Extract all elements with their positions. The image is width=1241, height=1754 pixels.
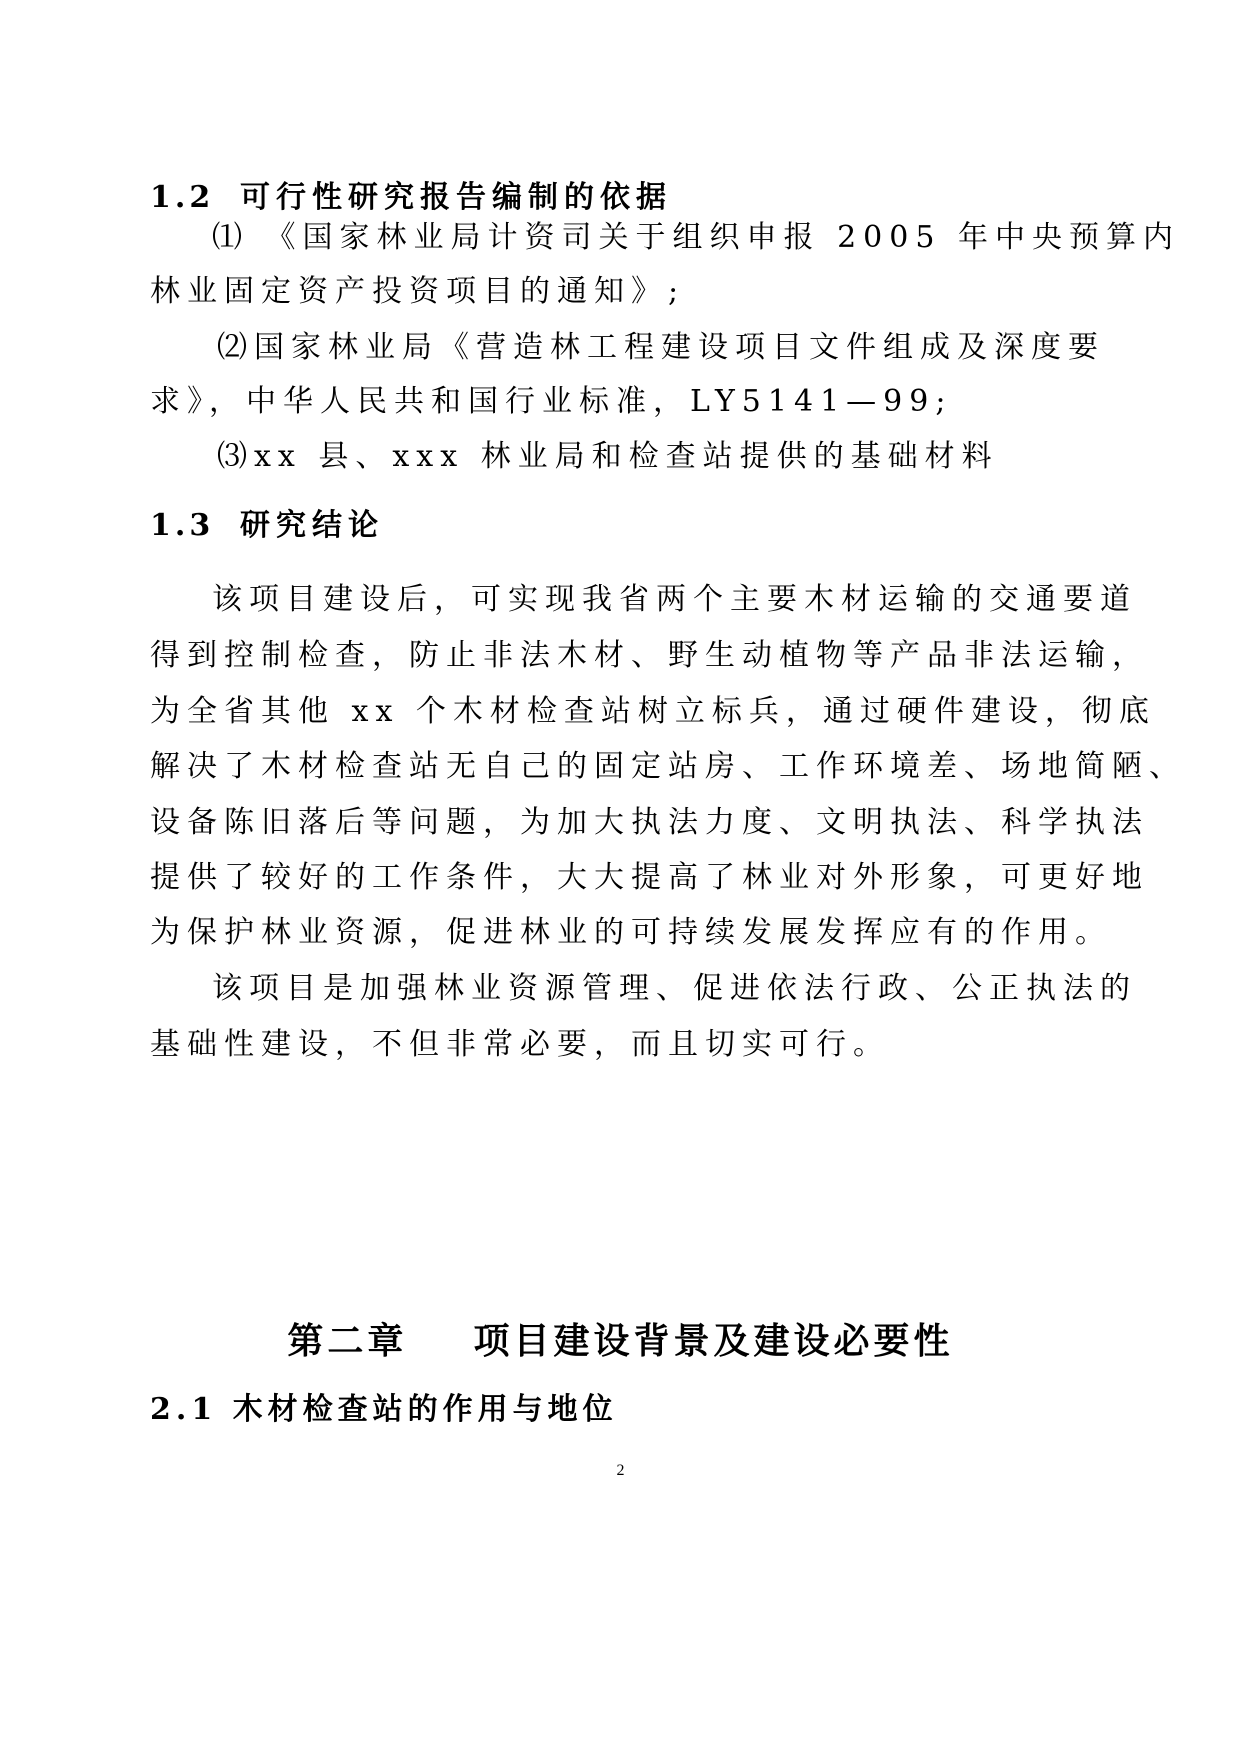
section-heading-1-3 [150, 506, 384, 546]
section-number: 1.2 [150, 180, 215, 215]
basis-item-1-line-1: ⑴ 《国家林业局计资司关于组织申报 2005 年中央预算内 [212, 220, 1180, 255]
page-number: 2 [616, 1462, 625, 1479]
conclusion-p1-line-4: 解决了木材检查站无自己的固定站房、工作环境差、场地简陋、 [150, 749, 1186, 784]
section-title: 研究结论 [240, 508, 384, 543]
conclusion-p1-line-6: 提供了较好的工作条件，大大提高了林业对外形象，可更好地 [150, 860, 1149, 895]
conclusion-p1-line-2: 得到控制检查，防止非法木材、野生动植物等产品非法运输， [150, 638, 1149, 673]
section-title: 可行性研究报告编制的依据 [240, 180, 672, 215]
basis-item-2-line-2: 求》，中华人民共和国行业标准，LY5141—99; [150, 384, 953, 419]
conclusion-p2-line-2: 基础性建设，不但非常必要，而且切实可行。 [150, 1027, 890, 1062]
section-heading-1-2 [150, 178, 672, 218]
chapter-title: 第二章 项目建设背景及建设必要性 [287, 1320, 954, 1362]
section-heading-2-1: 2.1 木材检查站的作用与地位 [150, 1392, 618, 1427]
conclusion-p1-line-1: 该项目建设后，可实现我省两个主要木材运输的交通要道 [212, 582, 1137, 617]
conclusion-p1-line-3: 为全省其他 xx 个木材检查站树立标兵，通过硬件建设，彻底 [150, 694, 1156, 729]
conclusion-p1-line-7: 为保护林业资源，促进林业的可持续发展发挥应有的作用。 [150, 915, 1112, 950]
section-number: 1.3 [150, 508, 215, 543]
conclusion-p2-line-1: 该项目是加强林业资源管理、促进依法行政、公正执法的 [212, 971, 1137, 1006]
conclusion-p1-line-5: 设备陈旧落后等问题，为加大执法力度、文明执法、科学执法 [150, 805, 1149, 840]
basis-item-2-line-1: ⑵国家林业局《营造林工程建设项目文件组成及深度要 [217, 330, 1105, 365]
basis-item-3-line-1: ⑶xx 县、xxx 林业局和检查站提供的基础材料 [217, 439, 999, 474]
basis-item-1-line-2: 林业固定资产投资项目的通知》; [150, 274, 686, 309]
